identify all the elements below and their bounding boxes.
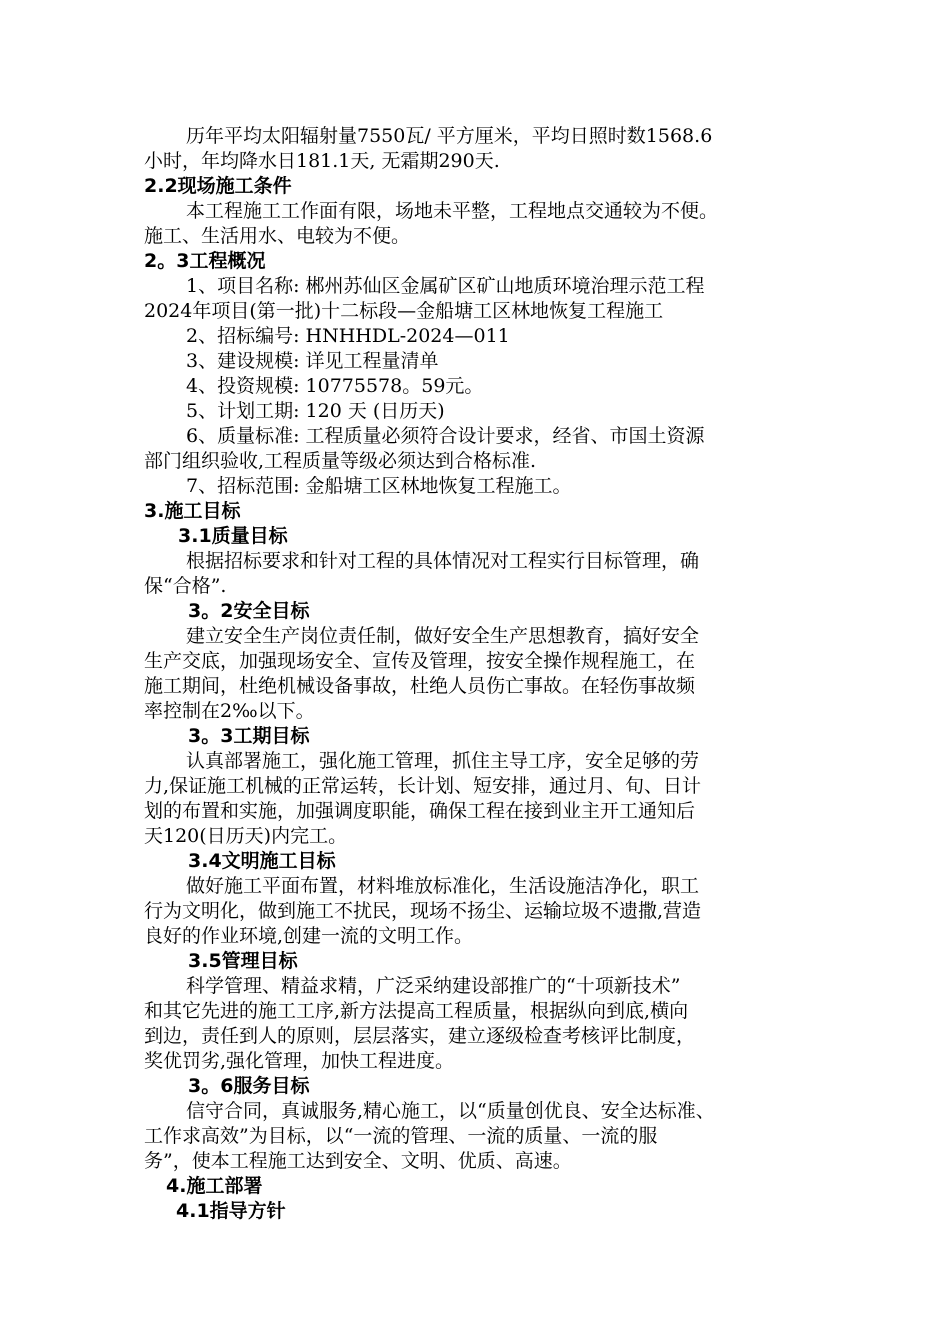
section-heading: 4.施工部署 bbox=[166, 1175, 263, 1197]
subsection-heading: 3。6服务目标 bbox=[188, 1075, 310, 1097]
text-line: 工作求高效”为目标，以“一流的管理、一流的质量、一流的服 bbox=[144, 1125, 658, 1147]
text-line: 科学管理、精益求精，广泛采纳建设部推广的“十项新技术” bbox=[186, 975, 681, 997]
text-line: 2024年项目(第一批)十二标段—金船塘工区林地恢复工程施工 bbox=[144, 300, 664, 322]
text-line: 认真部署施工，强化施工管理，抓住主导工序，安全足够的劳 bbox=[186, 750, 700, 772]
text-line: 奖优罚劣,强化管理，加快工程进度。 bbox=[144, 1050, 455, 1072]
text-line: 做好施工平面布置，材料堆放标准化，生活设施洁净化，职工 bbox=[186, 875, 700, 897]
subsection-heading: 3.5管理目标 bbox=[188, 950, 298, 972]
section-heading: 2。3工程概况 bbox=[144, 250, 266, 272]
section-heading: 3.施工目标 bbox=[144, 500, 241, 522]
text-line: 1、项目名称: 郴州苏仙区金属矿区矿山地质环境治理示范工程 bbox=[186, 275, 705, 297]
text-line: 根据招标要求和针对工程的具体情况对工程实行目标管理，确 bbox=[186, 550, 700, 572]
text-line: 力,保证施工机械的正常运转，长计划、短安排，通过月、旬、日计 bbox=[144, 775, 702, 797]
text-line: 部门组织验收,工程质量等级必须达到合格标准. bbox=[144, 450, 537, 472]
subsection-heading: 3.4文明施工目标 bbox=[188, 850, 336, 872]
text-line: 划的布置和实施，加强调度职能，确保工程在接到业主开工通知后 bbox=[144, 800, 696, 822]
subsection-heading: 3.1质量目标 bbox=[178, 525, 288, 547]
text-line: 施工期间，杜绝机械设备事故，杜绝人员伤亡事故。在轻伤事故频 bbox=[144, 675, 696, 697]
text-line: 建立安全生产岗位责任制，做好安全生产思想教育，搞好安全 bbox=[186, 625, 700, 647]
text-line: 保“合格”. bbox=[144, 575, 227, 597]
text-line: 小时，年均降水日181.1天, 无霜期290天. bbox=[144, 150, 500, 172]
text-line: 行为文明化，做到施工不扰民，现场不扬尘、运输垃圾不遗撒,营造 bbox=[144, 900, 702, 922]
text-line: 4、投资规模: 10775578。59元。 bbox=[186, 375, 484, 397]
subsection-heading: 3。3工期目标 bbox=[188, 725, 310, 747]
text-line: 良好的作业环境,创建一流的文明工作。 bbox=[144, 925, 474, 947]
section-heading: 2.2现场施工条件 bbox=[144, 175, 292, 197]
text-line: 天120(日历天)内完工。 bbox=[144, 825, 348, 847]
text-line: 率控制在2‰以下。 bbox=[144, 700, 315, 722]
text-line: 施工、生活用水、电较为不便。 bbox=[144, 225, 411, 247]
text-line: 5、计划工期: 120 天 (日历天) bbox=[186, 400, 445, 422]
text-line: 本工程施工工作面有限，场地未平整，工程地点交通较为不便。 bbox=[186, 200, 719, 222]
text-line: 3、建设规模: 详见工程量清单 bbox=[186, 350, 439, 372]
text-line: 6、质量标准: 工程质量必须符合设计要求，经省、市国土资源 bbox=[186, 425, 705, 447]
subsection-heading: 4.1指导方针 bbox=[176, 1200, 286, 1222]
subsection-heading: 3。2安全目标 bbox=[188, 600, 310, 622]
text-line: 到边，责任到人的原则，层层落实，建立逐级检查考核评比制度， bbox=[144, 1025, 696, 1047]
text-line: 和其它先进的施工工序,新方法提高工程质量，根据纵向到底,横向 bbox=[144, 1000, 689, 1022]
text-line: 7、招标范围: 金船塘工区林地恢复工程施工。 bbox=[186, 475, 572, 497]
text-line: 务”，使本工程施工达到安全、文明、优质、高速。 bbox=[144, 1150, 572, 1172]
text-line: 历年平均太阳辐射量7550瓦/ 平方厘米，平均日照时数1568.6 bbox=[186, 125, 713, 147]
text-line: 2、招标编号: HNHHDL-2024—011 bbox=[186, 325, 510, 347]
text-line: 信守合同，真诚服务,精心施工，以“质量创优良、安全达标准、 bbox=[186, 1100, 715, 1122]
text-line: 生产交底，加强现场安全、宣传及管理，按安全操作规程施工，在 bbox=[144, 650, 696, 672]
